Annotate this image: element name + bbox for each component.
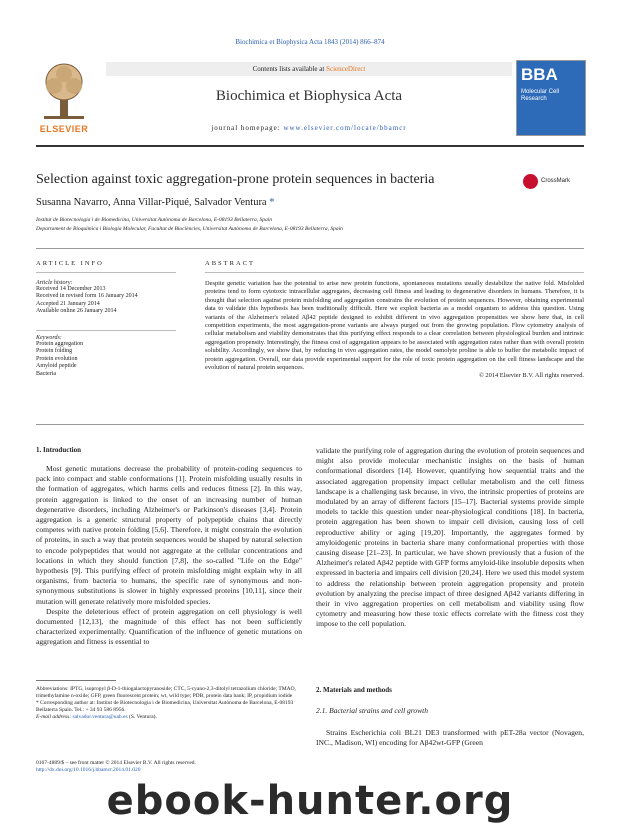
keyword-item: Protein folding — [36, 348, 73, 355]
keyword-item: Bacteria — [36, 370, 56, 377]
journal-header — [36, 60, 584, 140]
methods-body — [316, 728, 584, 748]
history-received: Received 14 December 2013 — [36, 286, 106, 292]
doi-link[interactable]: http://dx.doi.org/10.1016/j.bbamcr.2014.01.020 — [36, 767, 141, 773]
sciencedirect-link[interactable]: ScienceDirect — [326, 65, 366, 73]
history-label: Article history: — [36, 280, 73, 286]
methods-paragraph-1: Strains Escherichia coli BL21 DE3 transformed with pET-28a vector (Novagen, INC., Madison, WI) encoding for Aβ42wt-GFP (Green — [316, 728, 584, 748]
history-accepted: Accepted 21 January 2014 — [36, 300, 100, 307]
article-info-heading: ARTICLE INFO — [36, 260, 104, 267]
issn-block — [36, 760, 302, 774]
homepage-link[interactable]: www.elsevier.com/locate/bbamcr — [283, 124, 407, 132]
abstract-body — [205, 280, 584, 381]
author-list — [36, 197, 274, 208]
header-divider — [36, 145, 584, 147]
crossmark-icon — [523, 174, 538, 189]
email-suffix: (S. Ventura). — [127, 714, 157, 720]
keyword-item: Protein aggregation — [36, 341, 84, 347]
email-footnote — [36, 714, 302, 721]
email-label: E-mail address: — [36, 714, 73, 720]
abstract-heading: ABSTRACT — [205, 260, 255, 267]
contents-prefix: Contents lists available at — [252, 65, 327, 73]
keywords-rule — [36, 330, 176, 331]
email-link[interactable]: salvador.ventura@uab.es — [72, 714, 128, 720]
history-online: Available online 26 January 2014 — [36, 308, 117, 315]
article-title: Selection against toxic aggregation-prone protein sequences in bacteria — [36, 172, 435, 187]
journal-cover[interactable] — [516, 60, 586, 136]
elsevier-logo — [36, 60, 92, 136]
abstract-rule — [205, 272, 584, 273]
homepage-prefix: journal homepage: — [211, 124, 284, 132]
keyword-item: Protein evolution — [36, 355, 78, 362]
contents-band — [106, 62, 512, 76]
article-info-rule — [36, 272, 176, 273]
publisher-name: ELSEVIER — [39, 124, 89, 134]
crossmark-label: CrossMark — [541, 178, 571, 184]
affiliation-1: Institut de Biotecnologia i de Biomedicina, Universitat Autònoma de Barcelona, E-08193 Bellaterra, Spain — [36, 217, 273, 223]
footnote-rule — [36, 680, 116, 681]
keywords-block — [36, 335, 186, 378]
issn-line: 0167-4889/$ – see front matter © 2014 Elsevier B.V. All rights reserved. — [36, 760, 196, 766]
abstract-text: Despite genetic variation has the potential to arise new protein functions, spontaneous mutations usually destabilize the native fold. Misfolded proteins tend to form cytotoxic intracellular aggregates, decreasing cell fitness and leading to degenerative disorders in humans. Therefore, it is thought that selection against protein misfolding and aggregation constrains the evolution of protein sequences. However, obtaining experimental data to validate this hypothesis has been traditionally difficult. Here we exploit bacteria as a model organism to address this question. Using variants of the Alzheimer's related Aβ42 peptide designed to exhibit different in vivo aggregation propensities we show here that, in cell competition experiments, the most aggregation-prone variants are always purged out from the growing population. Flow cytometry analysis of cellular metabolism and viability demonstrates that this purifying effect responds to a clear correlation between physiological burden and intrinsic aggregation propensity. Interestingly, the fitness cost of aggregation appears to be associated with aggregation rates rather than with overall protein solubility. Accordingly, we show that, by reducing in vivo aggregation rates, the model osmolyte proline is able to buffer the metabolic impact of protein aggregation. Overall, our data provide experimental support for the role of toxic protein aggregation on the cell fitness landscape and the evolution of natural protein sequences. — [205, 280, 584, 372]
intro-paragraph-2: Despite the deleterious effect of protein aggregation on cell physiology is well documented [12,13], the magnitude of this effect has not been sufficiently characterized experimentally. Quantification of the influence of genetic mutations on aggregation and fitness is essential to — [36, 606, 302, 647]
history-revised: Received in revised form 16 January 2014 — [36, 293, 138, 300]
intro-paragraph-1: Most genetic mutations decrease the probability of protein-coding sequences to pack into compact and stable conformations [1]. Protein misfolding usually results in the formation of aggregates, which harms cells and reduces fitness [2]. In this way, protein aggregation is linked to the onset of an increasing number of human degenerative disorders, including Alzheimer's or Parkinson's diseases [3,4]. Protein aggregation is a generic structural property of polypeptide chains that directly competes with native protein folding [5,6]. Therefore, it might constrain the evolution of proteins, in such a way that protein sequences would be shaped by natural selection to encode polypeptides that would not aggregate at the cellular concentrations and locations in which they should function [7,8], the so-called "Life on the Edge" hypothesis [9]. This purifying effect of protein misfolding might explain why in all organisms, from bacteria to humans, the specific rate of synonymous and non-synonymous substitutions is slower in highly expressed proteins [10,11], since their mutation will generate relatively more misfolded species. — [36, 464, 302, 606]
methods-heading: 2. Materials and methods — [316, 686, 392, 694]
cover-title: BBA — [521, 65, 558, 84]
introduction-heading: 1. Introduction — [36, 446, 81, 454]
journal-reference[interactable]: Biochimica et Biophysica Acta 1843 (2014) 866–874 — [235, 38, 385, 46]
keywords-label: Keywords: — [36, 335, 62, 341]
article-history — [36, 280, 186, 316]
body-divider — [36, 424, 584, 425]
keyword-item: Amyloid peptide — [36, 363, 77, 370]
introduction-body — [36, 464, 302, 648]
elsevier-tree-icon — [36, 60, 92, 122]
corresponding-author-mark[interactable]: * — [269, 197, 275, 208]
info-divider — [36, 248, 584, 249]
right-column-body — [316, 446, 584, 630]
affiliation-2: Departament de Bioquímica i Biologia Molecular, Facultat de Biociències, Universitat Autònoma de Barcelona, E-08193 Bellaterra, Spain — [36, 226, 343, 232]
watermark: ebook-hunter.org — [106, 778, 514, 824]
methods-subheading: 2.1. Bacterial strains and cell growth — [316, 706, 429, 715]
abbreviations-footnote: Abbreviations: IPTG, isopropyl β-D-1-thiogalactopyranoside; CTC, 5-cyano-2,3-ditolyl tetrazolium chloride; TMAO, trimethylamine n-oxide; GFP, green fluorescent protein; wt, wild type; PDB, protein data bank; IP, propidium iodide — [36, 686, 296, 699]
corresponding-footnote: * Corresponding author at: Institut de Biotecnologia i de Biomedicina, Universitat Autònoma de Barcelona, E-08193 Bellaterra Spain. Tel.: + 34 93 586 8956. — [36, 700, 294, 713]
footnotes — [36, 686, 302, 721]
crossmark-badge[interactable] — [523, 172, 593, 192]
authors-text: Susanna Navarro, Anna Villar-Piqué, Salvador Ventura — [36, 197, 267, 208]
intro-paragraph-3: validate the purifying role of aggregation during the evolution of protein sequences and might also provide molecular mechanistic insights on the basis of human conformational disorders [14]. However, quantifying how sequential traits and the associated aggregation propensity impact cellular metabolism and the cell fitness landscape is a challenging task because, in vivo, the intrinsic properties of proteins are modulated by an array of different factors [15–17]. Bacterial systems provide simple models to tackle this question under near-physiological conditions [18]. In bacteria, protein aggregation has been shown to impair cell division, causing loss of cell reproductive ability or aging [19,20]. Importantly, the aggregates formed by amyloidogenic proteins in bacteria share many conformational properties with those causing disease [21–23]. In particular, we have shown previously that a fusion of the Alzheimer's related Aβ42 peptide with GFP forms amyloid-like insoluble deposits when expressed in bacteria and impairs cell division [20,24]. Here we used this model system to address the relationship between protein aggregation propensity and protein evolution by analyzing the precise impact of three designed Aβ42 variants differing in their in vivo aggregation properties on cell metabolism and viability using flow cytometry and measuring how these toxic effects correlate with the fitness cost they impose to the cell population. — [316, 446, 584, 629]
cover-subtitle: Molecular Cell Research — [521, 89, 560, 102]
abstract-copyright: © 2014 Elsevier B.V. All rights reserved. — [478, 372, 584, 380]
journal-title: Biochimica et Biophysica Acta — [215, 88, 403, 104]
journal-homepage — [106, 124, 512, 132]
